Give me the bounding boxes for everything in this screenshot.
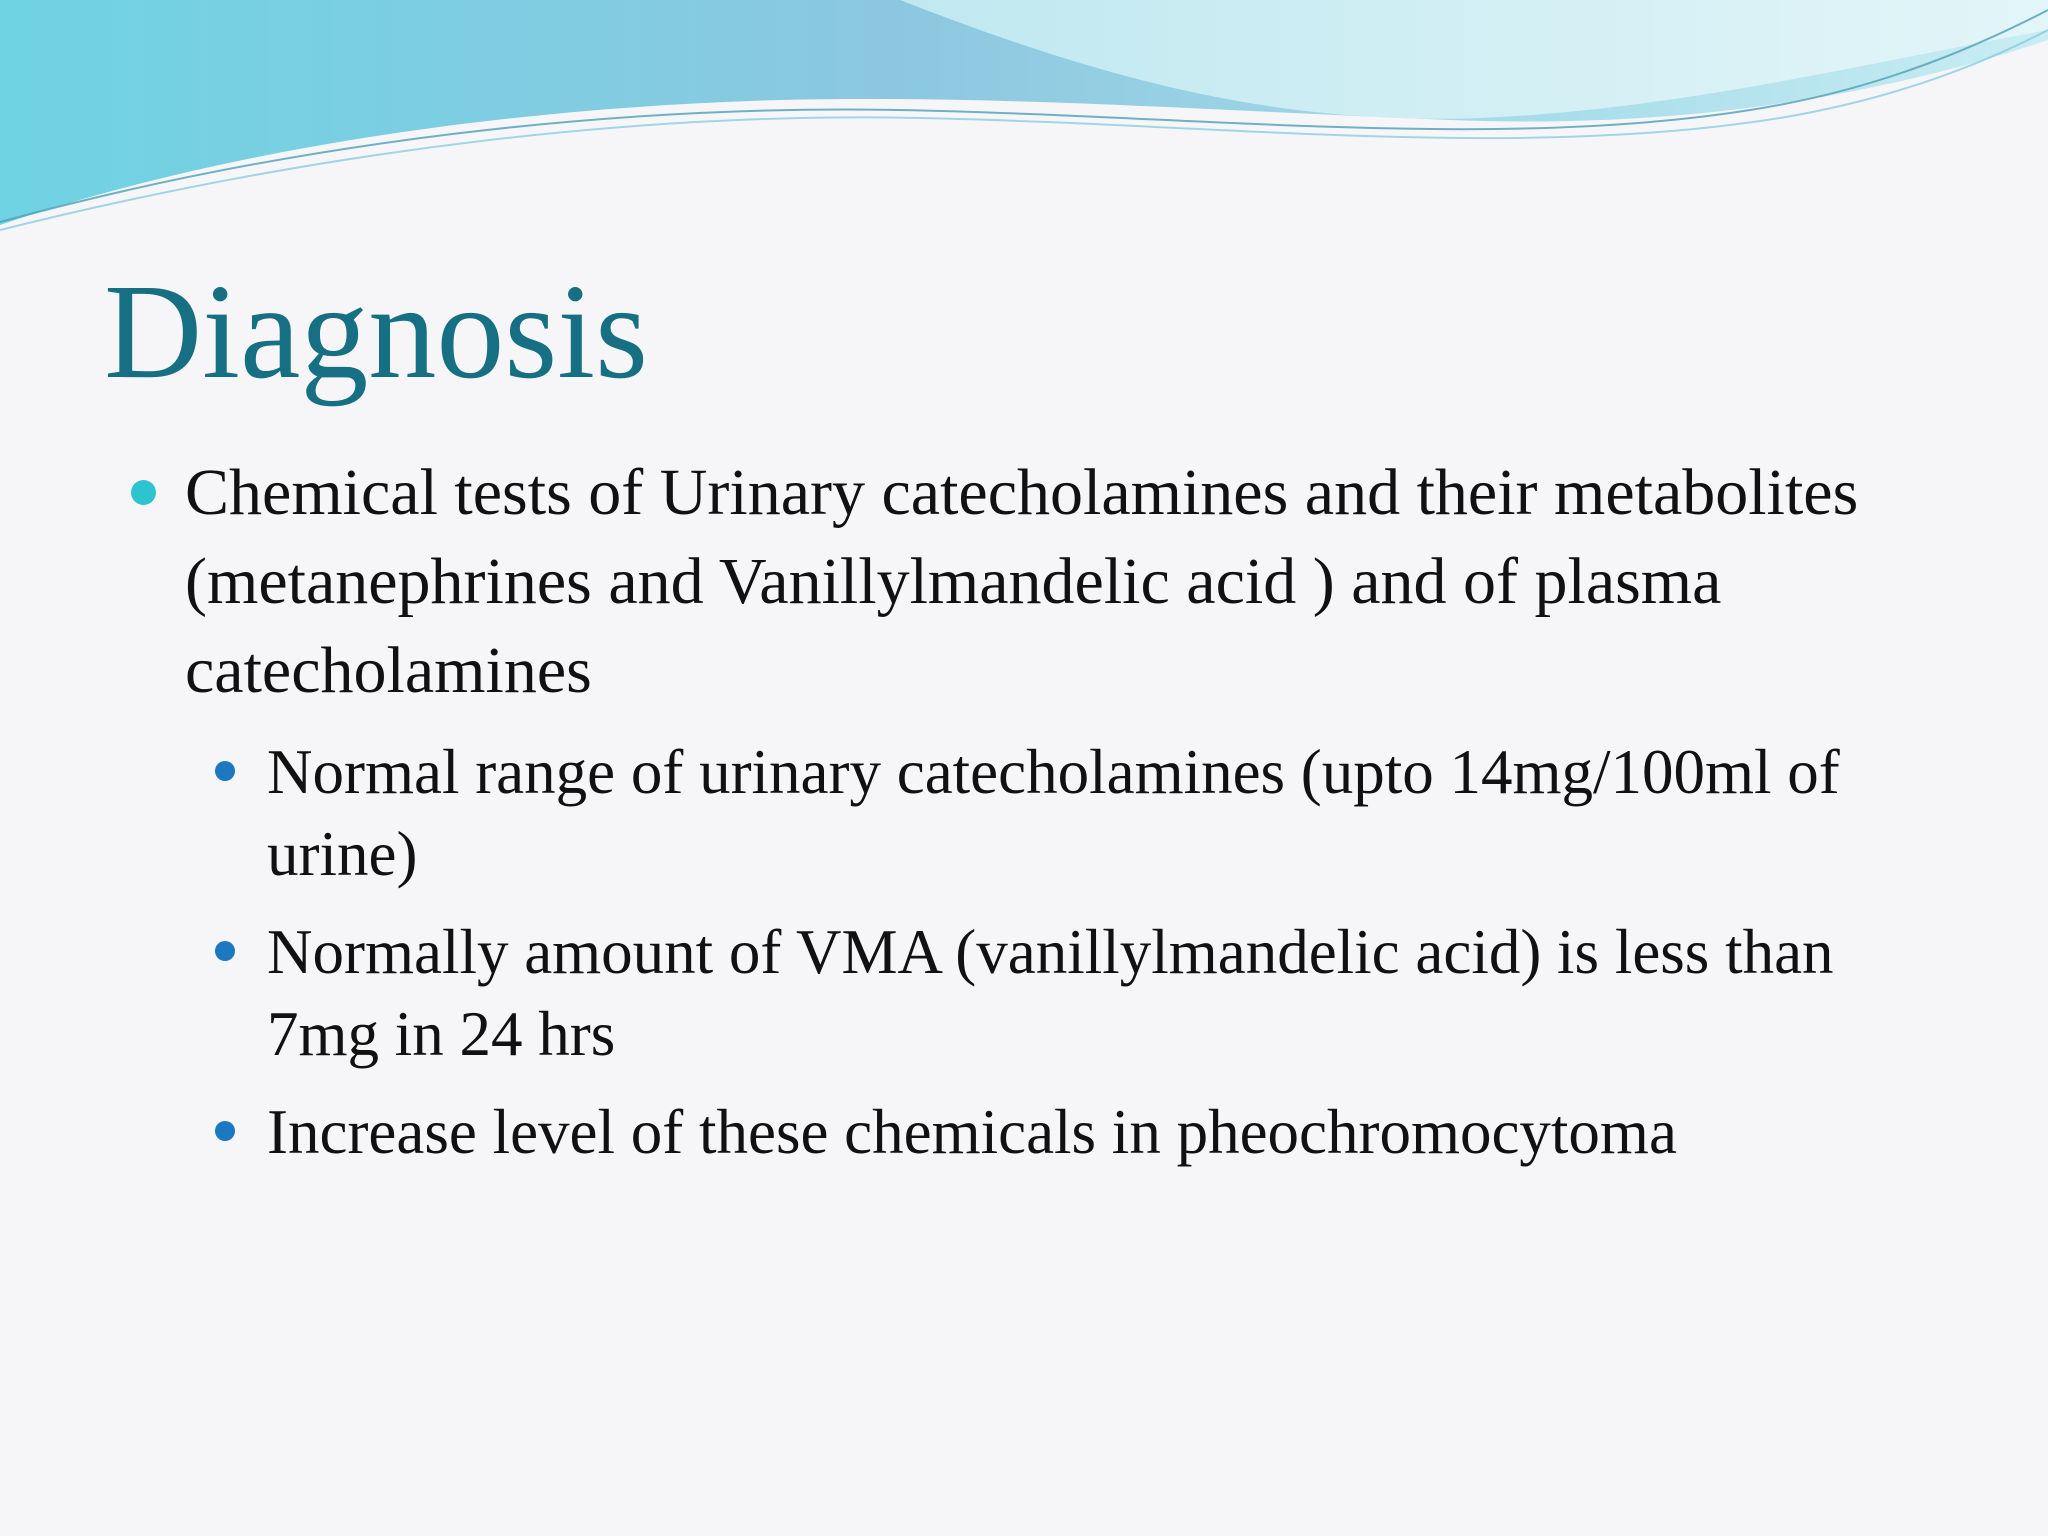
sub-bullet-dot-icon bbox=[215, 1121, 235, 1141]
sub-bullet-text: Increase level of these chemicals in pheochromocytoma bbox=[267, 1097, 1677, 1167]
slide-title: Diagnosis bbox=[104, 257, 648, 407]
slide-content bbox=[0, 448, 2048, 1189]
bullet-dot-icon bbox=[131, 480, 156, 505]
sub-bullet-item bbox=[267, 911, 1927, 1075]
sub-bullet-dot-icon bbox=[215, 941, 235, 961]
sub-bullet-list bbox=[0, 731, 2048, 1173]
bullet-level1-text: Chemical tests of Urinary catecholamines and their metabolites (metanephrines and Vanillylmandelic acid ) and of plasma catecholamines bbox=[185, 456, 1859, 707]
wave-header-decoration bbox=[0, 0, 2048, 240]
sub-bullet-dot-icon bbox=[215, 761, 235, 781]
sub-bullet-item bbox=[267, 731, 1927, 895]
sub-bullet-text: Normal range of urinary catecholamines (upto 14mg/100ml of urine) bbox=[267, 737, 1840, 889]
bullet-level1 bbox=[185, 448, 1885, 715]
sub-bullet-text: Normally amount of VMA (vanillylmandelic acid) is less than 7mg in 24 hrs bbox=[267, 917, 1834, 1069]
sub-bullet-item bbox=[267, 1091, 1927, 1173]
